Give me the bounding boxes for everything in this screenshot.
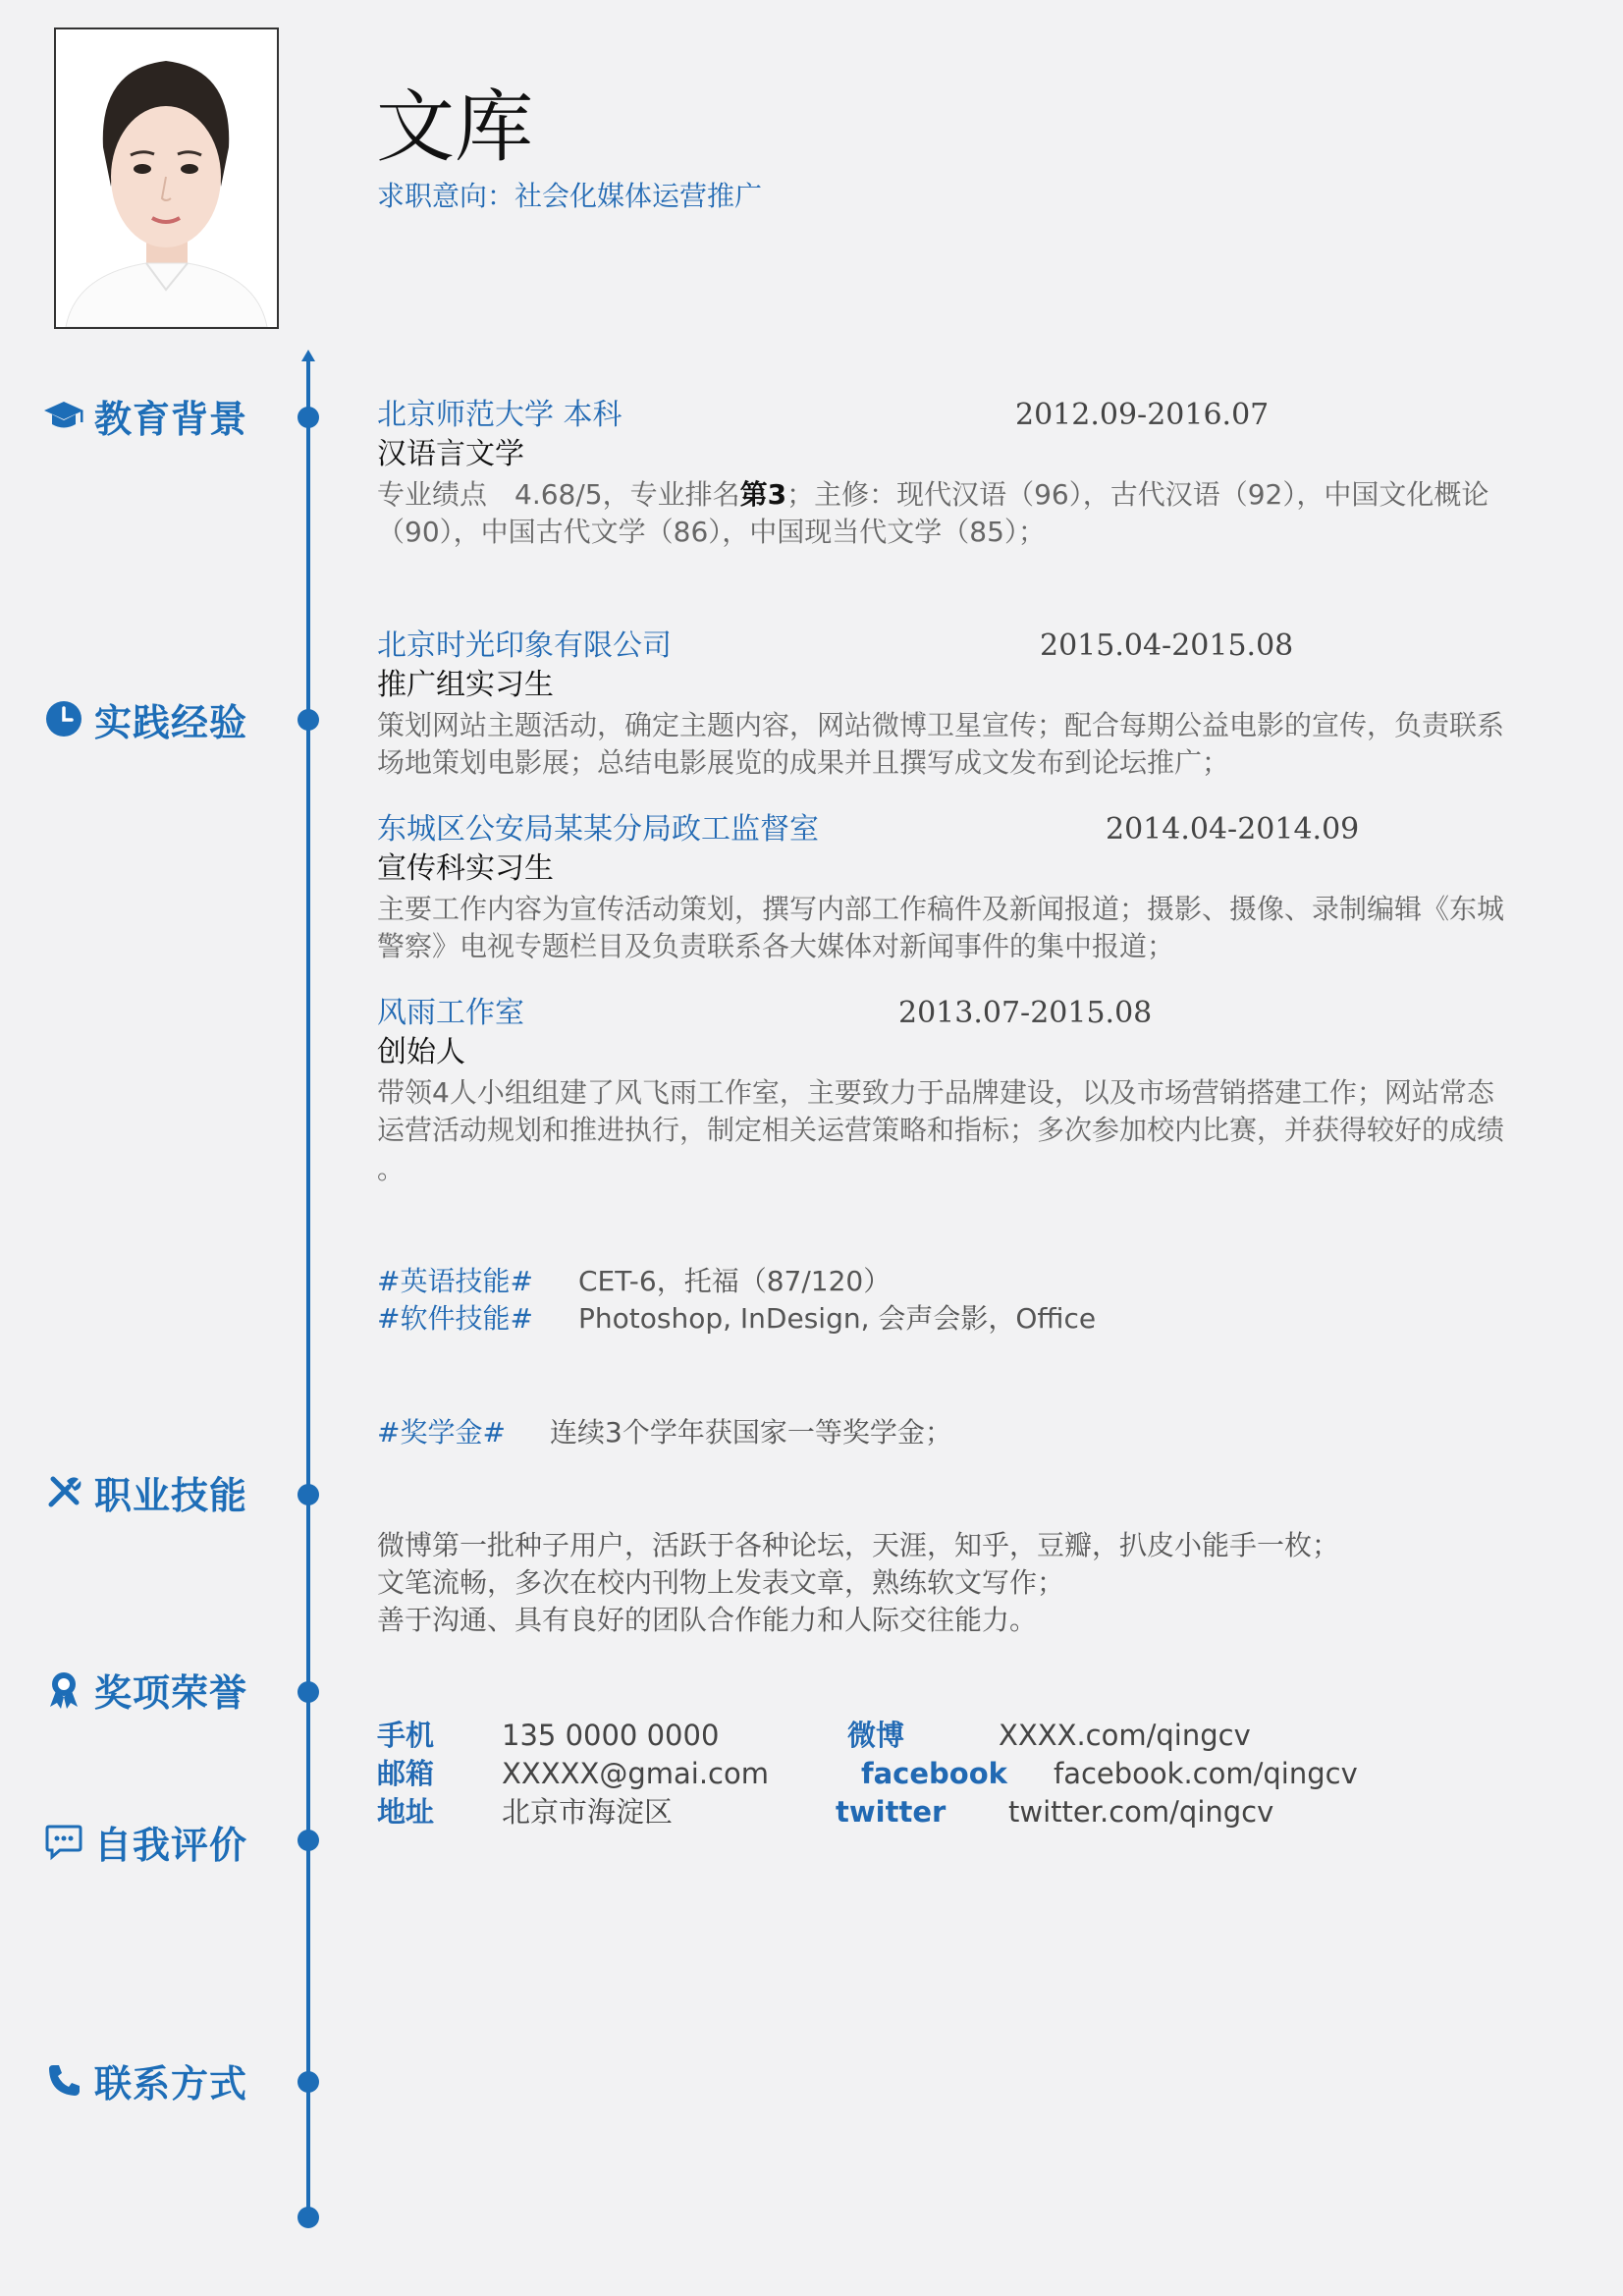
timeline-dot (298, 1681, 319, 1703)
address-value: 北京市海淀区 (502, 1795, 674, 1829)
school-name: 北京师范大学 本科 (377, 398, 622, 432)
experience-org: 北京时光印象有限公司 (377, 629, 672, 663)
skill-tag: #英语技能# (377, 1265, 533, 1297)
timeline-dot (298, 1830, 319, 1851)
experience-date: 2013.07-2015.08 (898, 996, 1153, 1030)
experience-desc-line: 场地策划电影展；总结电影展览的成果并且撰写成文发布到论坛推广； (377, 746, 1230, 779)
experience-org: 东城区公安局某某分局政工监督室 (377, 812, 819, 847)
experience-desc-line: 运营活动规划和推进执行，制定相关运营策略和指标；多次参加校内比赛，并获得较好的成绩 (377, 1114, 1505, 1146)
self-eval-line: 微博第一批种子用户，活跃于各种论坛，天涯，知乎，豆瓣，扒皮小能手一枚； (377, 1529, 1340, 1561)
timeline-dot (298, 2071, 319, 2093)
section-label: 联系方式 (94, 2061, 248, 2105)
twitter-label: twitter (836, 1795, 947, 1829)
skill-tag: #软件技能# (377, 1302, 533, 1335)
weibo-value: XXXX.com/qingcv (999, 1719, 1251, 1752)
experience-desc-line: 策划网站主题活动，确定主题内容，网站微博卫星宣传；配合每期公益电影的宣传，负责联系 (377, 709, 1505, 741)
section-experience (41, 694, 247, 743)
clock-icon (41, 696, 86, 741)
major: 汉语言文学 (377, 437, 524, 471)
section-education (41, 391, 247, 440)
experience-role: 创始人 (377, 1035, 465, 1069)
timeline-dot (298, 1484, 319, 1505)
section-label: 职业技能 (94, 1473, 248, 1517)
experience-desc-line: 。 (377, 1153, 406, 1185)
tools-icon (41, 1469, 86, 1514)
award-tag: #奖学金# (377, 1416, 506, 1449)
experience-desc-line: 带领4人小组组建了风飞雨工作室，主要致力于品牌建设，以及市场营销搭建工作；网站常态 (377, 1076, 1494, 1109)
experience-role: 推广组实习生 (377, 668, 554, 702)
phone-label: 手机 (377, 1719, 435, 1752)
section-awards (41, 1665, 247, 1714)
experience-desc-line: 主要工作内容为宣传活动策划，撰写内部工作稿件及新闻报道；摄影、摄像、录制编辑《东城 (377, 893, 1505, 925)
section-contact (41, 2055, 247, 2105)
email-value: XXXXX@gmai.com (502, 1757, 769, 1790)
chat-bubble-icon (41, 1819, 86, 1864)
section-label: 奖项荣誉 (94, 1670, 248, 1715)
experience-desc-line: 警察》电视专题栏目及负责联系各大媒体对新闻事件的集中报道； (377, 930, 1175, 962)
phone-icon (41, 2057, 86, 2103)
education-detail-line: 专业绩点 4.68/5，专业排名第3；主修：现代汉语（96），古代汉语（92），中国文化概论 (377, 478, 1489, 511)
section-label: 实践经验 (94, 700, 248, 744)
profile-photo (54, 27, 279, 329)
candidate-name: 文库 (376, 82, 533, 173)
email-label: 邮箱 (377, 1757, 435, 1790)
timeline-dot (298, 407, 319, 428)
twitter-value: twitter.com/qingcv (1008, 1795, 1274, 1829)
skill-value: CET-6，托福（87/120） (578, 1265, 892, 1297)
timeline-dot (298, 709, 319, 731)
education-date: 2012.09-2016.07 (1015, 398, 1270, 432)
section-self-eval (41, 1817, 247, 1866)
skill-value: Photoshop, InDesign, 会声会影，Office (578, 1302, 1097, 1335)
experience-date: 2015.04-2015.08 (1040, 629, 1294, 663)
facebook-value: facebook.com/qingcv (1054, 1757, 1358, 1790)
section-label: 自我评价 (94, 1823, 248, 1867)
experience-date: 2014.04-2014.09 (1106, 812, 1360, 847)
award-value: 连续3个学年获国家一等奖学金； (550, 1416, 952, 1449)
phone-value: 135 0000 0000 (502, 1719, 720, 1752)
experience-org: 风雨工作室 (377, 996, 524, 1030)
facebook-label: facebook (861, 1757, 1007, 1790)
award-ribbon-icon (41, 1667, 86, 1712)
weibo-label: 微博 (847, 1719, 905, 1752)
section-skills (41, 1467, 247, 1516)
rank-highlight: 第3 (739, 478, 787, 511)
self-eval-line: 善于沟通、具有良好的团队合作能力和人际交往能力。 (377, 1604, 1038, 1636)
timeline-dot (298, 2207, 319, 2228)
graduation-cap-icon (41, 393, 86, 438)
experience-role: 宣传科实习生 (377, 851, 554, 886)
self-eval-line: 文笔流畅，多次在校内刊物上发表文章，熟练软文写作； (377, 1566, 1065, 1599)
address-label: 地址 (377, 1795, 435, 1829)
timeline-line (306, 357, 310, 2217)
education-detail-line: （90），中国古代文学（86），中国现当代文学（85）； (377, 516, 1046, 548)
section-label: 教育背景 (94, 397, 248, 441)
job-intent: 求职意向：社会化媒体运营推广 (377, 180, 763, 212)
